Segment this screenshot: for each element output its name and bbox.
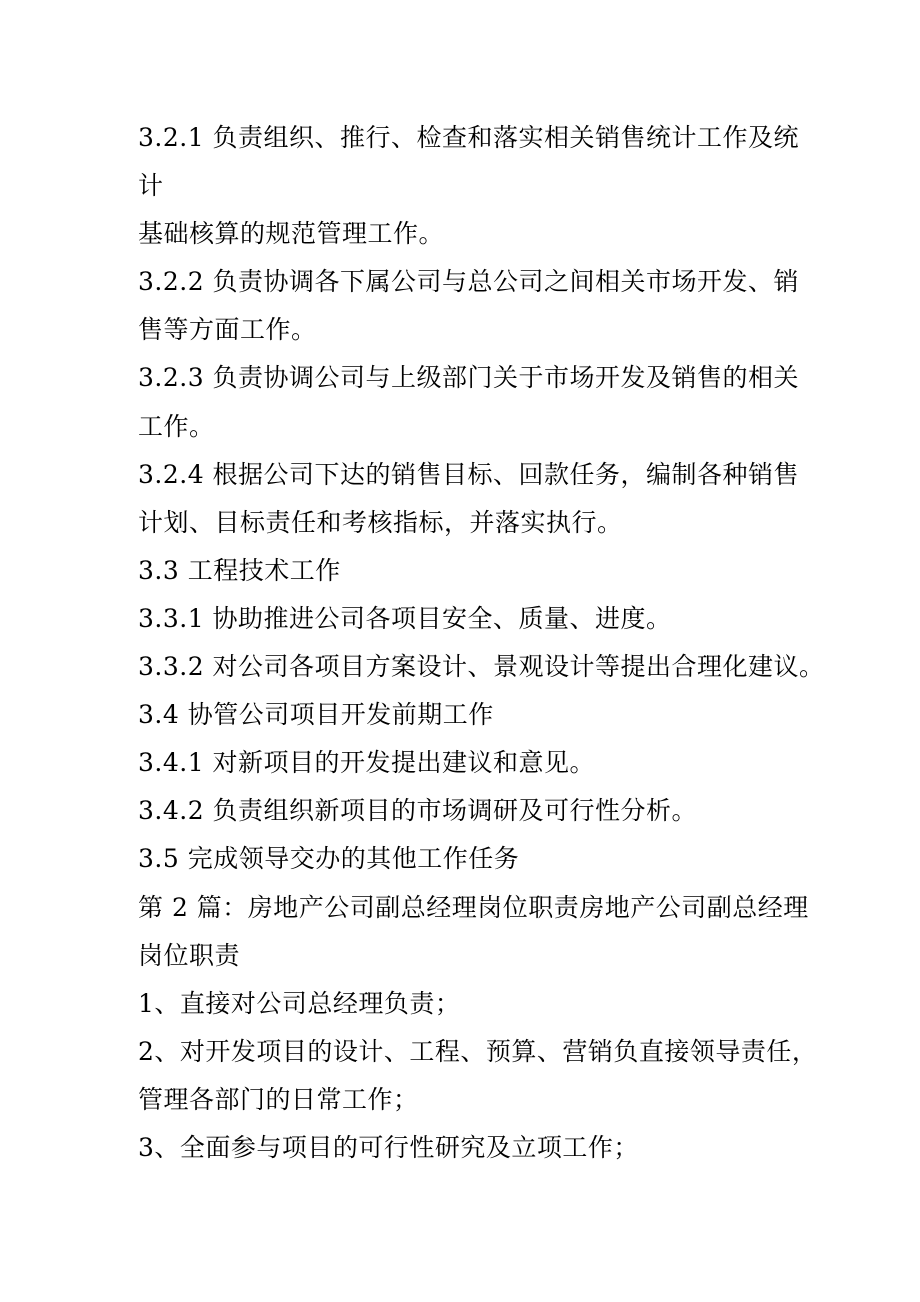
text-line: 3.2.4 根据公司下达的销售目标、回款任务，编制各种销售 <box>138 459 800 489</box>
section-heading: 3.3 工程技术工作 <box>138 555 341 585</box>
text-line: 3.4.1 对新项目的开发提出建议和意见。 <box>138 748 596 778</box>
text-line: 基础核算的规范管理工作。 <box>138 219 445 249</box>
list-item: 3、全面参与项目的可行性研究及立项工作； <box>138 1132 639 1162</box>
list-item: 管理各部门的日常工作； <box>138 1084 419 1114</box>
section-heading: 3.5 完成领导交办的其他工作任务 <box>138 844 520 874</box>
text-line: 计 <box>138 171 164 201</box>
text-line: 3.2.3 负责协调公司与上级部门关于市场开发及销售的相关 <box>138 363 800 393</box>
chapter-heading: 第 2 篇：房地产公司副总经理岗位职责房地产公司副总经理 <box>138 892 809 922</box>
text-line: 工作。 <box>138 411 215 441</box>
chapter-heading: 岗位职责 <box>138 940 241 970</box>
document-body <box>138 118 825 1176</box>
text-line: 3.3.1 协助推进公司各项目安全、质量、进度。 <box>138 603 672 633</box>
list-item: 1、直接对公司总经理负责； <box>138 988 461 1018</box>
text-line: 3.4.2 负责组织新项目的市场调研及可行性分析。 <box>138 796 698 826</box>
text-line: 计划、目标责任和考核指标，并落实执行。 <box>138 507 623 537</box>
text-line: 3.2.2 负责协调各下属公司与总公司之间相关市场开发、销 <box>138 267 800 297</box>
text-line: 3.3.2 对公司各项目方案设计、景观设计等提出合理化建议。 <box>138 652 825 682</box>
list-item: 2、对开发项目的设计、工程、预算、营销负直接领导责任， <box>138 1036 818 1066</box>
section-heading: 3.4 协管公司项目开发前期工作 <box>138 700 494 730</box>
text-line: 售等方面工作。 <box>138 315 317 345</box>
text-line: 3.2.1 负责组织、推行、检查和落实相关销售统计工作及统 <box>138 123 800 152</box>
